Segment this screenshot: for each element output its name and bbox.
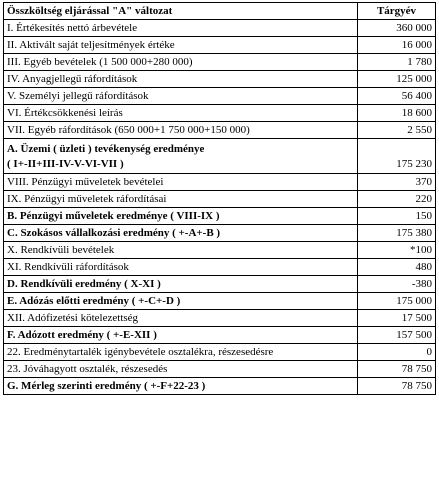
table-row [4,242,436,259]
row-label: II. Aktivált saját teljesítmények értéke [4,37,358,54]
table-row [4,20,436,37]
table-row [4,191,436,208]
row-value: 18 600 [358,105,436,122]
row-label: V. Személyi jellegű ráfordítások [4,88,358,105]
row-label: VII. Egyéb ráfordítások (650 000+1 750 000+150 000) [4,122,358,139]
row-label [4,139,358,174]
table-row [4,139,436,174]
row-value: 16 000 [358,37,436,54]
header-value: Tárgyév [358,3,436,20]
income-statement-table [3,2,436,395]
table-row [4,361,436,378]
row-value: 78 750 [358,378,436,395]
table-row [4,259,436,276]
row-value: 1 780 [358,54,436,71]
row-label: B. Pénzügyi műveletek eredménye ( VIII-IX ) [4,208,358,225]
table-row [4,310,436,327]
row-label: I. Értékesítés nettó árbevétele [4,20,358,37]
row-label: E. Adózás előtti eredmény ( +-C+-D ) [4,293,358,310]
row-label-line1: A. Üzemi ( üzleti ) tevékenység eredménye [7,143,205,155]
row-label: F. Adózott eredmény ( +-E-XII ) [4,327,358,344]
row-label: 23. Jóváhagyott osztalék, részesedés [4,361,358,378]
row-value: 125 000 [358,71,436,88]
header-label: Összköltség eljárással "A" változat [4,3,358,20]
row-label: IV. Anyagjellegű ráfordítások [4,71,358,88]
row-value: 56 400 [358,88,436,105]
table-row [4,88,436,105]
row-value: 157 500 [358,327,436,344]
row-label: XI. Rendkívüli ráfordítások [4,259,358,276]
table-row [4,225,436,242]
row-value: 150 [358,208,436,225]
table-row [4,71,436,88]
row-value: 370 [358,174,436,191]
row-label: VIII. Pénzügyi műveletek bevételei [4,174,358,191]
row-label: C. Szokásos vállalkozási eredmény ( +-A+-B ) [4,225,358,242]
table-row [4,122,436,139]
row-label: G. Mérleg szerinti eredmény ( +-F+22-23 ) [4,378,358,395]
row-label: III. Egyéb bevételek (1 500 000+280 000) [4,54,358,71]
table-row [4,54,436,71]
table-row [4,208,436,225]
table-row [4,327,436,344]
table-row [4,276,436,293]
table-row [4,174,436,191]
table-row [4,37,436,54]
row-label: 22. Eredménytartalék igénybevétele osztalékra, részesedésre [4,344,358,361]
row-label: XII. Adófizetési kötelezettség [4,310,358,327]
row-value: 480 [358,259,436,276]
row-label: IX. Pénzügyi műveletek ráfordításai [4,191,358,208]
row-value: 175 230 [358,139,436,174]
table-body [4,20,436,395]
table-row [4,344,436,361]
row-label: X. Rendkívüli bevételek [4,242,358,259]
row-value: -380 [358,276,436,293]
row-value: 0 [358,344,436,361]
table-row [4,378,436,395]
row-value: 78 750 [358,361,436,378]
table-row [4,105,436,122]
row-value: 175 000 [358,293,436,310]
row-value: 2 550 [358,122,436,139]
row-value: 175 380 [358,225,436,242]
row-value: 220 [358,191,436,208]
row-value: *100 [358,242,436,259]
row-value: 17 500 [358,310,436,327]
income-statement-table-container [3,2,435,395]
table-row [4,293,436,310]
table-header-row [4,3,436,20]
row-value: 360 000 [358,20,436,37]
row-label: VI. Értékcsökkenési leírás [4,105,358,122]
row-label-line2: ( I+-II+III-IV-V-VI-VII ) [7,158,124,170]
row-label: D. Rendkívüli eredmény ( X-XI ) [4,276,358,293]
